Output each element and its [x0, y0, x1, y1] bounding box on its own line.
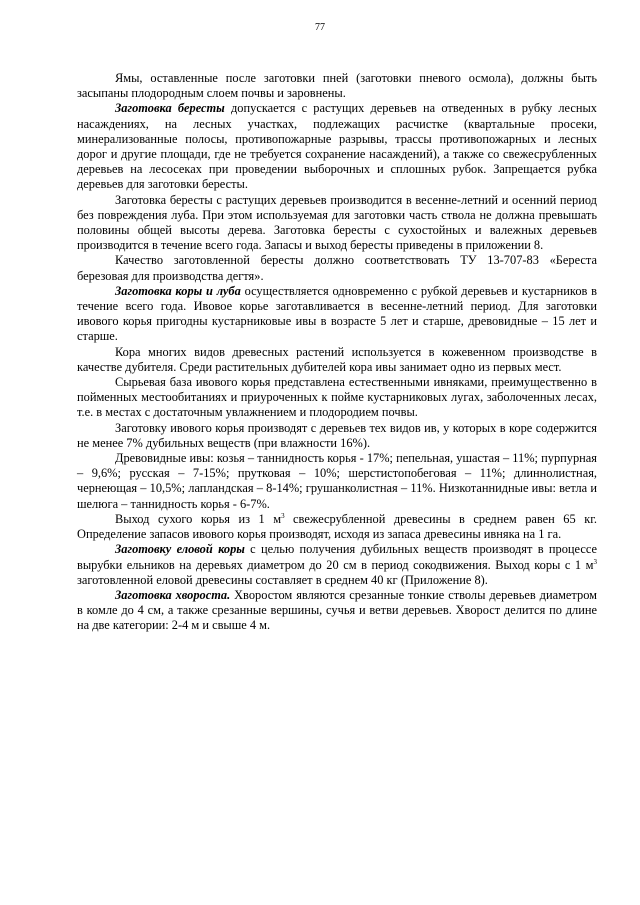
paragraph-text: свежесрубленной древесины в среднем равен 65 кг. Определение запасов ивового корья производят, исходя из запаса древесины ивняка на 1 га. [77, 511, 597, 542]
paragraph-text: Выход сухого корья из 1 м [115, 511, 282, 526]
paragraph-text: Хворостом являются срезанные тонкие стволы деревьев диаметром в комле до 4 см, а также срезанные вершины, сучья и ветви деревьев. Хворост делится по длине на две категории: 2-4 м и свыше 4 м. [77, 587, 597, 633]
paragraph-willow-bark-yield [77, 512, 597, 542]
paragraph-tanning-bark [77, 345, 597, 375]
paragraph-willow-species [77, 451, 597, 512]
paragraph-bark-bast-harvest [77, 284, 597, 345]
paragraph-lead-term: Заготовку еловой коры [115, 542, 245, 557]
paragraph-lead-term: Заготовка коры и луба [115, 283, 241, 298]
paragraph-lead-term: Заготовка хвороста. [115, 587, 231, 602]
paragraph-lead-term: Заготовка бересты [115, 101, 225, 116]
paragraph-spruce-bark [77, 542, 597, 588]
paragraph-birch-bark-harvest [77, 101, 597, 192]
paragraph-brushwood [77, 588, 597, 634]
paragraph-text: Сырьевая база ивового корья представлена естественными ивняками, преимущественно в пойменных местообитаниях и приуроченных к пойме кустарниковых лугах, заболоченных лесах, т.е. в местах с достаточным увлажнением и плодородием почвы. [77, 375, 597, 420]
paragraph-birch-bark-quality [77, 253, 597, 283]
paragraph-text: заготовленной еловой древесины составляет в среднем 40 кг (Приложение 8). [77, 572, 488, 587]
paragraph-text: Кора многих видов древесных растений используется в кожевенном производстве в качестве дубителя. Среди растительных дубителей кора ивы занимает одно из первых мест. [77, 344, 597, 374]
page-number: 77 [315, 22, 325, 33]
paragraph-willow-tannin-minimum [77, 421, 597, 451]
paragraph-text: Заготовку ивового корья производят с деревьев тех видов ив, у которых в коре содержится не менее 7% дубильных веществ (при влажности 16%). [77, 420, 597, 450]
paragraph-text: допускается с растущих деревьев на отведенных в рубку лесных насаждениях, на лесных участках, подлежащих расчистке (квартальные просеки, минерализованные полосы, противопожарные разрывы, трассы противопожарных и лесных дорог и другие площади, где не требуется сохранение насаждений), а также со свежесрубленных деревьев на лесосеках при проведении выборочных и сплошных рубок. Запрещается рубка деревьев для заготовки бересты. [77, 101, 598, 192]
paragraph-birch-bark-season [77, 193, 597, 254]
paragraph-text: с целью получения дубильных веществ производят в процессе вырубки ельников на деревьях диаметром до 20 см в период сокодвижения. Выход коры с 1 м [77, 542, 597, 572]
paragraph-text: осуществляется одновременно с рубкой деревьев и кустарников в течение всего года. Ивовое корье заготавливается в весенне-летний период. Для заготовки ивового корья пригодны кустарниковые ивы в возрасте 5 лет и старше, древовидные – 15 лет и старше. [77, 283, 598, 344]
paragraph-text: Заготовка бересты с растущих деревьев производится в весенне-летний и осенний период без повреждения луба. При этом используемая для заготовки часть ствола не должна превышать половины общей высоты дерева. Заготовка бересты с сухостойных и валежных деревьев производится в течение всего года. Запасы и выход бересты приведены в приложении 8. [77, 192, 597, 253]
paragraph-text: Качество заготовленной бересты должно соответствовать ТУ 13-707-83 «Береста березовая для производства дегтя». [77, 253, 597, 283]
paragraph-text: Ямы, оставленные после заготовки пней (заготовки пневого осмола), должны быть засыпаны плодородным слоем почвы и заровнены. [77, 71, 597, 101]
document-body [77, 71, 597, 634]
paragraph-pit-backfill [77, 71, 597, 101]
superscript: 3 [593, 557, 597, 566]
superscript: 3 [281, 511, 285, 520]
paragraph-willow-resource-base [77, 375, 597, 421]
paragraph-text: Древовидные ивы: козья – таннидность корья - 17%; пепельная, ушастая – 11%; пурпурная – 9,6%; русская – 7-15%; прутковая – 10%; шерстистопобеговая – 11%; длиннолистная, чернеющая – 10,5%; лапландская – 8-14%; грушанколистная – 11%. Низкотаннидные ивы: ветла и шелюга – таннидность корья - 6-7%. [77, 451, 597, 511]
